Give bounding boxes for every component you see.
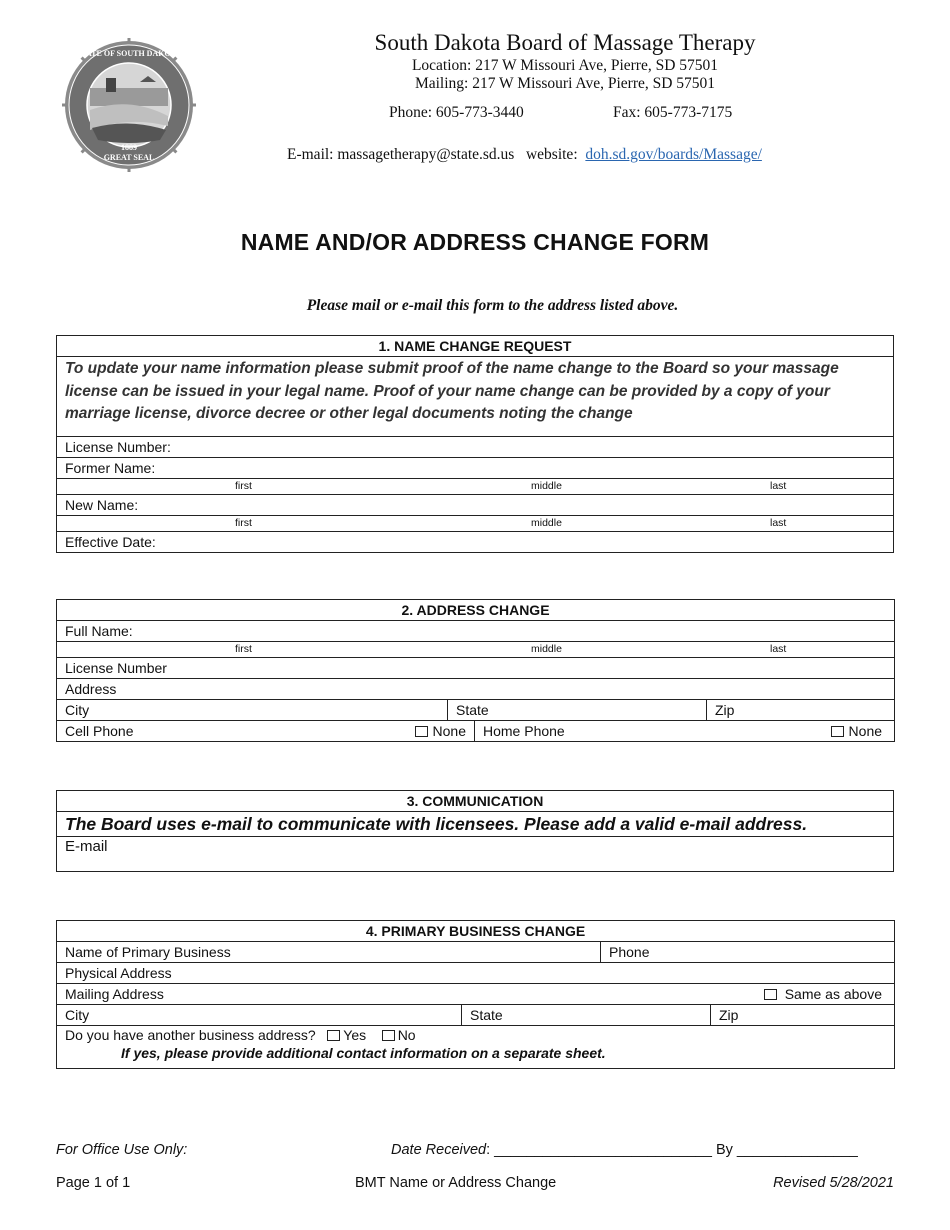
yes-label: Yes	[343, 1027, 367, 1043]
if-yes-note: If yes, please provide additional contact information on a separate sheet.	[121, 1045, 606, 1061]
home-phone-label: Home Phone	[483, 723, 565, 739]
seal-text-bottom: GREAT SEAL	[103, 153, 155, 162]
yes-checkbox[interactable]	[327, 1030, 340, 1041]
name-part-middle: middle	[531, 643, 562, 655]
communication-section	[56, 790, 894, 872]
business-name-field[interactable]: Name of Primary Business	[57, 942, 601, 963]
business-zip-field[interactable]: Zip	[711, 1005, 895, 1026]
seal-year: 1889	[121, 143, 137, 152]
business-state-field[interactable]: State	[462, 1005, 711, 1026]
mailing-address-field[interactable]	[57, 984, 895, 1005]
home-phone-none-checkbox[interactable]	[831, 726, 844, 737]
full-name-parts	[57, 642, 895, 658]
another-address-question: Do you have another business address?	[65, 1027, 316, 1043]
physical-address-field[interactable]: Physical Address	[57, 963, 895, 984]
license-number-field[interactable]: License Number	[57, 658, 895, 679]
form-instruction: Please mail or e-mail this form to the address listed above.	[306, 297, 679, 314]
same-as-above-label: Same as above	[784, 986, 882, 1002]
name-part-last: last	[770, 517, 787, 529]
location-address: Location: 217 W Missouri Ave, Pierre, SD 57501	[411, 57, 719, 74]
document-name: BMT Name or Address Change	[355, 1175, 557, 1191]
phone-row	[57, 721, 895, 742]
cell-phone-label: Cell Phone	[65, 723, 134, 739]
section-heading: 1. NAME CHANGE REQUEST	[57, 336, 894, 357]
name-change-note: To update your name information please submit proof of the name change to the Board so your massage license can be issued in your legal name. Proof of your name change can be provided by a copy of your marriage license, divorce decree or other legal documents noting the change	[57, 357, 894, 437]
form-title: NAME AND/OR ADDRESS CHANGE FORM	[240, 229, 710, 255]
name-part-middle: middle	[531, 517, 562, 529]
received-by-line[interactable]: By _______________	[715, 1142, 858, 1158]
address-change-section	[56, 599, 895, 742]
section-heading: 2. ADDRESS CHANGE	[57, 600, 895, 621]
name-part-last: last	[770, 480, 787, 492]
primary-business-section	[56, 920, 895, 1069]
name-part-first: first	[235, 643, 252, 655]
name-part-first: first	[235, 517, 252, 529]
cell-phone-field[interactable]	[57, 721, 475, 741]
no-label: No	[397, 1027, 416, 1043]
email-address: E-mail: massagetherapy@state.sd.us	[287, 146, 515, 163]
new-name-parts	[57, 516, 894, 532]
phone-number: Phone: 605-773-3440	[389, 104, 524, 121]
mailing-address: Mailing: 217 W Missouri Ave, Pierre, SD 57501	[414, 75, 716, 92]
seal-text-top: STATE OF SOUTH DAKOTA	[76, 49, 182, 58]
home-phone-none-label: None	[848, 723, 883, 739]
cell-phone-none-label: None	[432, 723, 466, 739]
name-part-first: first	[235, 480, 252, 492]
state-field[interactable]: State	[448, 700, 707, 721]
license-number-field[interactable]: License Number:	[57, 437, 894, 458]
fax-number: Fax: 605-773-7175	[613, 104, 733, 121]
name-part-last: last	[770, 643, 787, 655]
effective-date-field[interactable]: Effective Date:	[57, 532, 894, 553]
section-heading: 4. PRIMARY BUSINESS CHANGE	[57, 921, 895, 942]
same-as-above-checkbox[interactable]	[764, 989, 777, 1000]
website-label: website:	[525, 146, 578, 163]
revision-date: Revised 5/28/2021	[773, 1175, 894, 1191]
full-name-field[interactable]: Full Name:	[57, 621, 895, 642]
office-use-label: For Office Use Only:	[56, 1142, 188, 1158]
mailing-address-label: Mailing Address	[65, 986, 164, 1002]
new-name-field[interactable]: New Name:	[57, 495, 894, 516]
name-change-section	[56, 335, 894, 553]
address-field[interactable]: Address	[57, 679, 895, 700]
city-field[interactable]: City	[57, 700, 448, 721]
business-city-field[interactable]: City	[57, 1005, 462, 1026]
former-name-field[interactable]: Former Name:	[57, 458, 894, 479]
date-received-line[interactable]: : ___________________________	[486, 1142, 712, 1158]
state-seal-logo	[62, 38, 196, 172]
section-heading: 3. COMMUNICATION	[57, 791, 894, 812]
zip-field[interactable]: Zip	[707, 700, 895, 721]
email-field[interactable]: E-mail	[57, 837, 894, 872]
page-number: Page 1 of 1	[56, 1175, 131, 1191]
no-checkbox[interactable]	[382, 1030, 395, 1041]
org-name: South Dakota Board of Massage Therapy	[374, 30, 756, 55]
former-name-parts	[57, 479, 894, 495]
date-received-label: Date Received	[391, 1142, 487, 1158]
home-phone-field[interactable]	[475, 721, 894, 741]
name-part-middle: middle	[531, 480, 562, 492]
cell-phone-none-checkbox[interactable]	[415, 726, 428, 737]
website-link[interactable]: doh.sd.gov/boards/Massage/	[585, 146, 762, 163]
business-phone-field[interactable]: Phone	[601, 942, 895, 963]
another-address-row	[57, 1026, 895, 1069]
communication-note: The Board uses e-mail to communicate with licensees. Please add a valid e-mail address.	[57, 812, 894, 837]
